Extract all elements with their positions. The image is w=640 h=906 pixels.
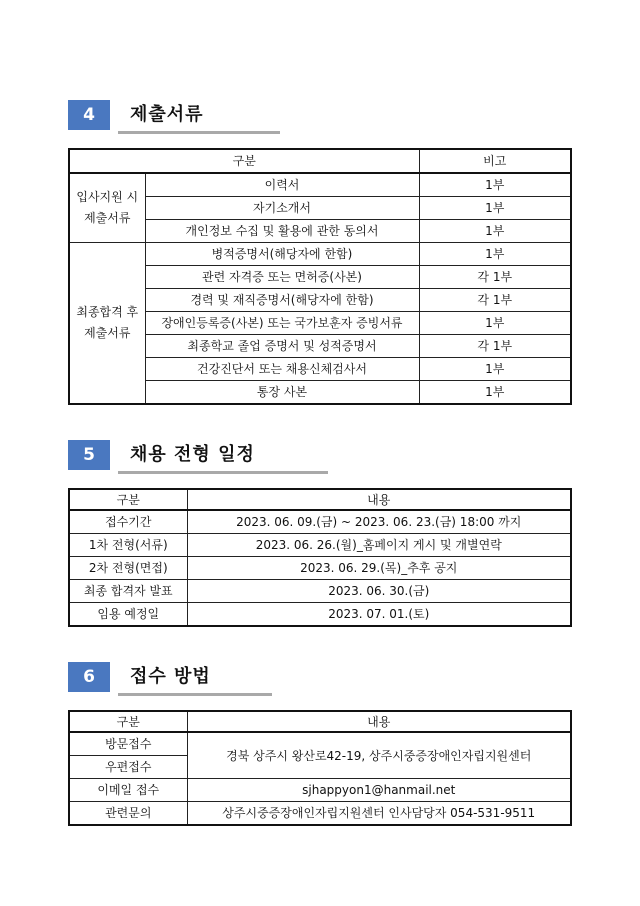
document-item: 건강진단서 또는 채용신체검사서: [145, 358, 419, 381]
document-item: 병적증명서(해당자에 한함): [145, 243, 419, 266]
table-header-row: [69, 711, 571, 732]
document-item: 개인정보 수집 및 활용에 관한 동의서: [145, 220, 419, 243]
table-header-row: [69, 149, 571, 173]
table-row: [69, 312, 571, 335]
method-content: 경북 상주시 왕산로42-19, 상주시중증장애인자립지원센터: [187, 732, 571, 779]
header-category: 구분: [69, 149, 419, 173]
method-label: 관련문의: [69, 802, 187, 826]
table-row: [69, 580, 571, 603]
document-item: 이력서: [145, 173, 419, 197]
table-row: [69, 335, 571, 358]
method-label: 이메일 접수: [69, 779, 187, 802]
group-label-line: 제출서류: [84, 326, 131, 340]
document-note: 1부: [419, 243, 571, 266]
document-note: 1부: [419, 381, 571, 405]
section-title: 접수 방법: [130, 666, 211, 687]
section-title: 채용 전형 일정: [130, 444, 255, 465]
schedule-content: 2023. 06. 09.(금) ~ 2023. 06. 23.(금) 18:00 까지: [187, 510, 571, 534]
section-heading: [68, 440, 570, 476]
document-note: 1부: [419, 173, 571, 197]
schedule-table: [68, 488, 572, 627]
schedule-label: 접수기간: [69, 510, 187, 534]
table-row: [69, 510, 571, 534]
section-documents: [68, 100, 570, 405]
section-number: 4: [68, 100, 110, 130]
method-label: 방문접수: [69, 732, 187, 756]
table-row: [69, 557, 571, 580]
section-underline: [118, 131, 280, 134]
document-note: 1부: [419, 358, 571, 381]
header-category: 구분: [69, 711, 187, 732]
document-note: 1부: [419, 220, 571, 243]
section-heading: [68, 662, 570, 698]
table-header-row: [69, 489, 571, 510]
table-row: [69, 779, 571, 802]
application-table: [68, 710, 572, 826]
table-row: [69, 173, 571, 197]
method-label: 우편접수: [69, 756, 187, 779]
document-item: 최종학교 졸업 증명서 및 성적증명서: [145, 335, 419, 358]
documents-table: [68, 148, 572, 405]
document-note: 각 1부: [419, 266, 571, 289]
table-row: [69, 358, 571, 381]
group-label: [69, 243, 145, 405]
table-row: [69, 266, 571, 289]
section-application-method: [68, 662, 570, 826]
header-content: 내용: [187, 489, 571, 510]
section-underline: [118, 471, 328, 474]
section-underline: [118, 693, 272, 696]
document-note: 각 1부: [419, 335, 571, 358]
table-row: [69, 289, 571, 312]
section-schedule: [68, 440, 570, 627]
table-row: [69, 381, 571, 405]
email-link[interactable]: sjhappyon1@hanmail.net: [187, 779, 571, 802]
method-content: 상주시중증장애인자립지원센터 인사담당자 054-531-9511: [187, 802, 571, 826]
group-label-line: 최종합격 후: [76, 305, 139, 319]
schedule-content: 2023. 06. 30.(금): [187, 580, 571, 603]
section-heading: [68, 100, 570, 136]
table-row: [69, 197, 571, 220]
section-number: 6: [68, 662, 110, 692]
group-label-line: 입사지원 시: [76, 190, 139, 204]
table-row: [69, 603, 571, 627]
group-label-line: 제출서류: [84, 211, 131, 225]
table-row: [69, 802, 571, 826]
header-content: 내용: [187, 711, 571, 732]
table-row: [69, 732, 571, 756]
document-note: 1부: [419, 197, 571, 220]
schedule-label: 2차 전형(면접): [69, 557, 187, 580]
document-item: 통장 사본: [145, 381, 419, 405]
table-row: [69, 220, 571, 243]
table-row: [69, 534, 571, 557]
document-item: 경력 및 재직증명서(해당자에 한함): [145, 289, 419, 312]
table-row: [69, 243, 571, 266]
header-category: 구분: [69, 489, 187, 510]
document-note: 각 1부: [419, 289, 571, 312]
schedule-label: 임용 예정일: [69, 603, 187, 627]
document-item: 관련 자격증 또는 면허증(사본): [145, 266, 419, 289]
header-note: 비고: [419, 149, 571, 173]
schedule-content: 2023. 07. 01.(토): [187, 603, 571, 627]
document-item: 자기소개서: [145, 197, 419, 220]
schedule-content: 2023. 06. 26.(월)_홈페이지 게시 및 개별연락: [187, 534, 571, 557]
document-note: 1부: [419, 312, 571, 335]
document-item: 장애인등록증(사본) 또는 국가보훈자 증빙서류: [145, 312, 419, 335]
group-label: [69, 173, 145, 243]
schedule-content: 2023. 06. 29.(목)_추후 공지: [187, 557, 571, 580]
schedule-label: 최종 합격자 발표: [69, 580, 187, 603]
schedule-label: 1차 전형(서류): [69, 534, 187, 557]
section-number: 5: [68, 440, 110, 470]
section-title: 제출서류: [130, 104, 204, 125]
